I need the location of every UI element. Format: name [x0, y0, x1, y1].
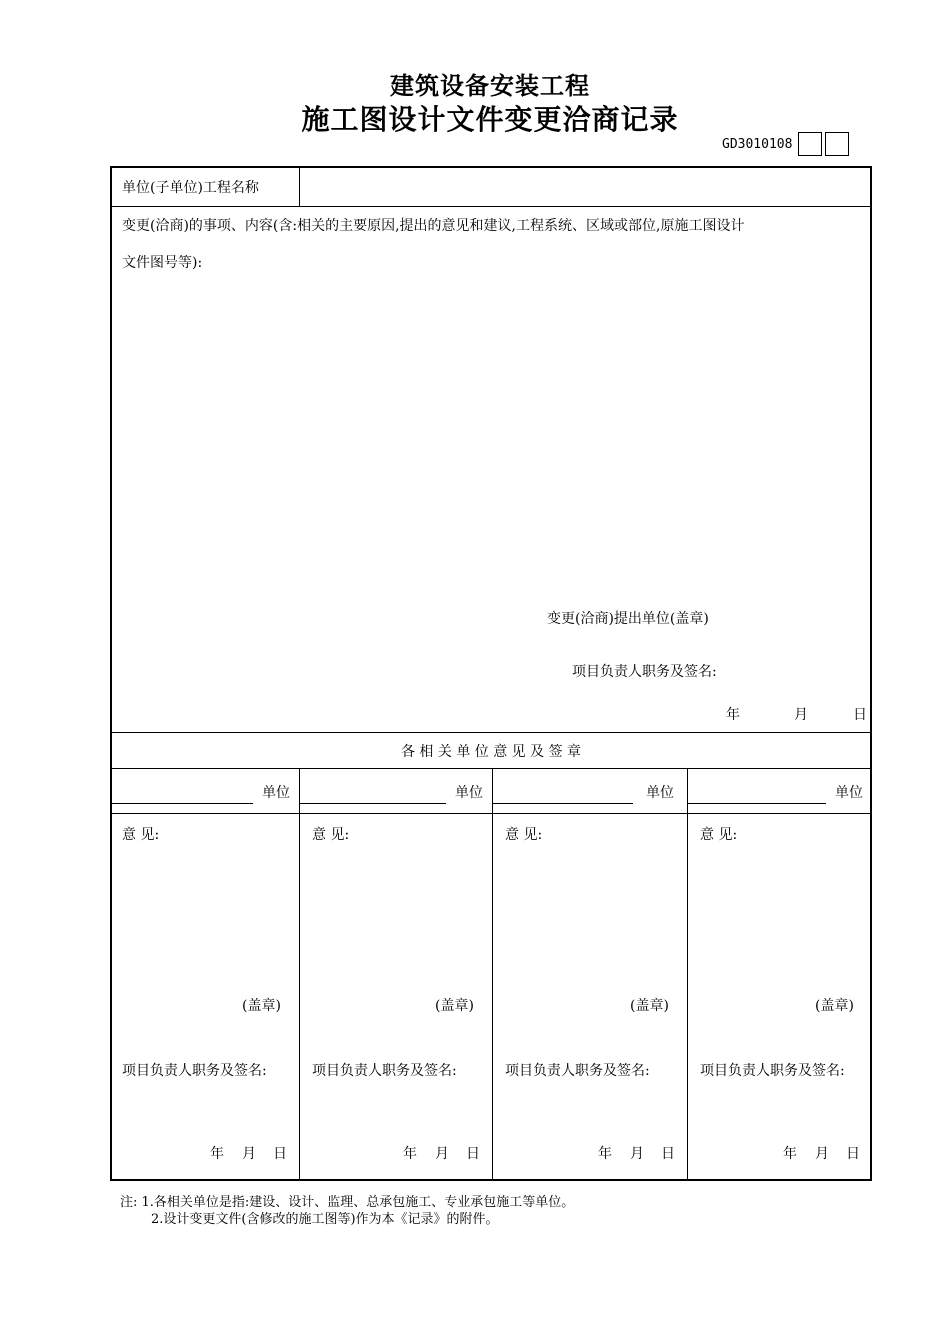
opinion-label: 意 见: [700, 827, 738, 843]
proposer-date-month: 月 [794, 707, 808, 723]
manager-signature-label: 项目负责人职务及签名: [700, 1063, 845, 1079]
column-divider [492, 768, 493, 1180]
date-day: 日 [846, 1146, 860, 1162]
project-name-field[interactable] [310, 177, 860, 199]
column-divider [299, 768, 300, 1180]
date-day: 日 [273, 1146, 287, 1162]
manager-signature-label: 项目负责人职务及签名: [505, 1063, 650, 1079]
proposer-seal-label: 变更(洽商)提出单位(盖章) [547, 611, 709, 627]
proposer-manager-signature-label: 项目负责人职务及签名: [572, 664, 717, 680]
divider [111, 813, 871, 814]
project-name-label: 单位(子单位)工程名称 [122, 180, 259, 196]
divider [111, 768, 871, 769]
date-year: 年 [403, 1146, 417, 1162]
seal-label: (盖章) [815, 998, 854, 1014]
date-year: 年 [210, 1146, 224, 1162]
seal-label: (盖章) [630, 998, 669, 1014]
code-suffix-box-2[interactable] [825, 132, 849, 156]
proposer-date-year: 年 [726, 707, 740, 723]
manager-signature-label: 项目负责人职务及签名: [312, 1063, 457, 1079]
change-description-label-line1: 变更(洽商)的事项、内容(含:相关的主要原因,提出的意见和建议,工程系统、区域或部位,原施工图设计 [122, 218, 745, 234]
form-subtitle: 建筑设备安装工程 [390, 72, 590, 100]
date-year: 年 [598, 1146, 612, 1162]
footnote-1: 注: 1.各相关单位是指:建设、设计、监理、总承包施工、专业承包施工等单位。 [120, 1195, 575, 1210]
unit-name-underline[interactable] [111, 803, 253, 804]
opinion-label: 意 见: [122, 827, 160, 843]
opinions-section-header: 各 相 关 单 位 意 见 及 签 章 [400, 744, 582, 760]
form-title: 施工图设计文件变更洽商记录 [301, 103, 679, 136]
unit-name-underline[interactable] [300, 803, 446, 804]
change-description-label-line2: 文件图号等): [122, 255, 203, 271]
unit-label: 单位 [262, 785, 290, 801]
unit-name-underline[interactable] [688, 803, 826, 804]
code-suffix-box-1[interactable] [798, 132, 822, 156]
opinion-label: 意 见: [505, 827, 543, 843]
proposer-date-day: 日 [853, 707, 867, 723]
project-row-divider [299, 167, 300, 206]
manager-signature-label: 项目负责人职务及签名: [122, 1063, 267, 1079]
date-day: 日 [466, 1146, 480, 1162]
date-month: 月 [435, 1146, 449, 1162]
form-code: GD3010108 [722, 137, 793, 152]
unit-label: 单位 [835, 785, 863, 801]
column-divider [687, 768, 688, 1180]
date-month: 月 [242, 1146, 256, 1162]
divider [111, 206, 871, 207]
unit-label: 单位 [646, 785, 674, 801]
divider [111, 732, 871, 733]
date-month: 月 [630, 1146, 644, 1162]
date-month: 月 [815, 1146, 829, 1162]
change-description-area[interactable] [120, 280, 860, 590]
seal-label: (盖章) [435, 998, 474, 1014]
unit-label: 单位 [455, 785, 483, 801]
seal-label: (盖章) [242, 998, 281, 1014]
date-year: 年 [783, 1146, 797, 1162]
footnote-2: 2.设计变更文件(含修改的施工图等)作为本《记录》的附件。 [151, 1212, 499, 1227]
opinion-label: 意 见: [312, 827, 350, 843]
unit-name-underline[interactable] [493, 803, 633, 804]
date-day: 日 [661, 1146, 675, 1162]
